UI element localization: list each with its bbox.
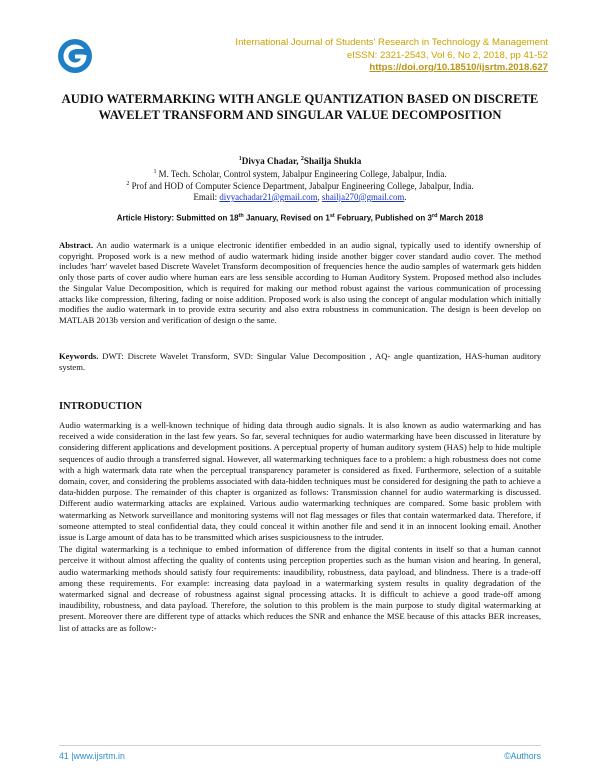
email-link-1[interactable]: divyachadar21@gmail.com xyxy=(219,191,318,202)
abstract-label: Abstract. xyxy=(59,240,94,250)
issn-line: eISSN: 2321-2543, Vol 6, No 2, 2018, pp 41-52 xyxy=(346,49,548,61)
footer-copyright: ©Authors xyxy=(504,751,541,761)
history-part-3: February, Published on 3 xyxy=(334,213,432,223)
author-names xyxy=(60,154,540,167)
paragraph-2: The digital watermarking is a technique to embed information of difference from the digital contents in itself so that a human cannot perceive it without almost affecting the quality of contents using perception properties such as the human vision and hearing. In general, audio watermarking methods should satisfy four requirements: inaudibility, robustness, data payload, and blindness. There is a trade-off among these requirements. For example: increasing data payload in a watermarking system results in quality degradation of the watermarked signal and decrease of robustness against signal processing attacks. It is difficult to achieve a good trade-off among inaudibility, robustness, and data payload. Therefore, the solution to this problem is the main purpose to study digital watermarking at present. Moreover there are different type of attacks which reduces the SNR and enhance the MSE because of this attacks BER increases, list of attacks are as follow:- xyxy=(59,544,541,633)
keywords-text: DWT: Discrete Wavelet Transform, SVD: Singular Value Decomposition , AQ- angle quantization, HAS-human auditory system. xyxy=(59,351,541,372)
section-heading: INTRODUCTION xyxy=(59,401,143,412)
doi-link[interactable]: https://doi.org/10.18510/ijsrtm.2018.627 xyxy=(369,62,548,74)
author1-sup: 1 xyxy=(238,156,242,162)
affil1-text: M. Tech. Scholar, Control system, Jabalpur Engineering College, Jabalpur, India. xyxy=(156,168,447,179)
author2-name: Shailja Shukla xyxy=(303,156,362,167)
journal-header xyxy=(235,37,548,75)
keywords xyxy=(59,351,541,372)
footer-divider xyxy=(59,745,541,746)
affiliation-2 xyxy=(60,179,540,192)
affil2-text: Prof and HOD of Computer Science Department, Jabalpur Engineering College, Jabalpur, India. xyxy=(129,181,474,192)
email-separator: , xyxy=(317,191,322,202)
email-line xyxy=(60,192,540,203)
history-sup-3: rd xyxy=(431,213,438,219)
email-end: . xyxy=(404,191,407,202)
email-link-2[interactable]: shailja270@gmail.com xyxy=(321,191,405,202)
affil2-sup: 2 xyxy=(126,181,130,188)
author-separator: , xyxy=(296,156,301,167)
abstract-text: An audio watermark is a unique electronic identifier embedded in an audio signal, typically used to identify ownership of copyright. Proposed work is a new method of audio watermark hiding inside another bigger cover standard audio cover. The method includes 'harr' wavelet based Discrete Wavelet Transform decomposition of frequencies hence the audio samples of watermark gets hidden only those parts of cover audio where human ears are less sensible according to Human Auditory System. Proposed method also includes the Singular Value Decomposition, which is required for making our method robust against the various communication of processing attacks like compression, filtering, fading or noise addition. Proposed work is also using the concept of angular modulation which initially modifies the audio watermark in to provide extra security and also extra robustness in communication. The design is been develop on MATLAB 2013b version and verification of design o the same. xyxy=(59,240,541,325)
history-sup-1: th xyxy=(238,213,244,219)
author2-sup: 2 xyxy=(300,156,304,162)
email-label: Email: xyxy=(193,191,220,202)
journal-logo-icon xyxy=(57,38,93,74)
history-sup-2: st xyxy=(329,213,335,219)
abstract xyxy=(59,240,541,326)
keywords-label: Keywords. xyxy=(59,351,99,361)
footer-page-site: 41 |www.ijsrtm.in xyxy=(59,751,125,761)
history-part-4: March 2018 xyxy=(437,213,484,223)
history-part-1: Article History: Submitted on 18 xyxy=(116,213,239,223)
authors-block xyxy=(60,154,540,202)
affil1-sup: 1 xyxy=(153,168,157,175)
author1-name: Divya Chadar xyxy=(241,156,297,167)
history-part-2: January, Revised on 1 xyxy=(243,213,330,223)
section-body xyxy=(59,420,541,634)
article-history xyxy=(60,213,540,223)
journal-name: International Journal of Students' Research in Technology & Management xyxy=(235,37,548,48)
affiliation-1 xyxy=(60,167,540,180)
paragraph-1: Audio watermarking is a well-known technique of hiding data through audio signals. It is also known as audio watermarking and has received a wide consideration in the last few years. So far, several techniques for audio watermarking have been discussed in literature by considering different applications and development positions. A perceptual property of human auditory system (HAS) help to hide multiple sequences of audio through a transferred signal. However, all watermarking techniques face to a problem: a high robustness does not come with a high watermark data rate when the perceptual transparency parameter is considered as fixed. Furthermore, selection of a suitable domain, cover, and considering the problems associated with data-hidden techniques must be considered for designing the path to achieve a data-hidden purpose. The remainder of this chapter is organized as follows: Transmission channel for audio watermarking is discussed. Different audio watermarking attacks are explained. Various audio watermarking techniques are compared. Some basic problem with watermarking as Network surveillance and monitoring systems will not flag messages or files that contain watermarked data. Therefore, if someone attempted to steal confidential data, they could conceal it within another file and send it in an innocent looking email. Another issue is Large amount of data has to be transmitted which arises suspiciousness to the intruder. xyxy=(59,420,541,543)
paper-title: AUDIO WATERMARKING WITH ANGLE QUANTIZATION BASED ON DISCRETE WAVELET TRANSFORM AND SINGULAR VALUE DECOMPOSITION xyxy=(61,92,539,123)
